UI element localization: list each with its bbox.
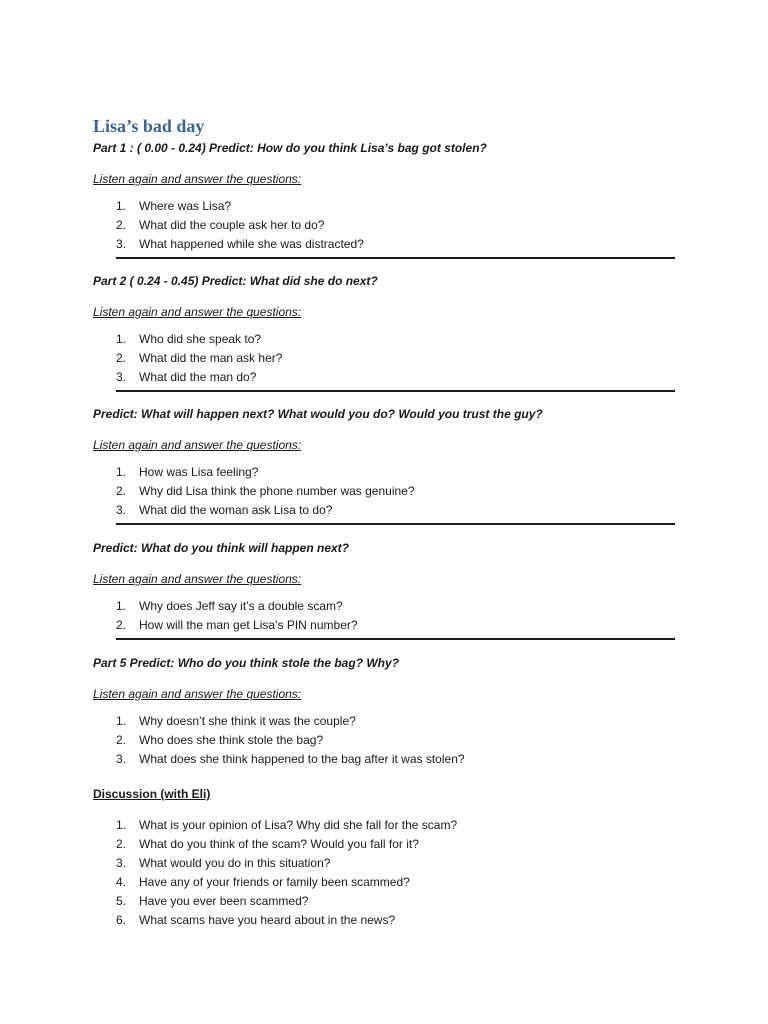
question-text: What would you do in this situation? (139, 856, 331, 870)
question-text: What is your opinion of Lisa? Why did she fall for the scam? (139, 818, 458, 832)
question-number: 2. (116, 733, 127, 747)
question-number: 3. (116, 856, 127, 870)
section-heading: Part 2 ( 0.24 - 0.45) Predict: What did she do next? (93, 274, 378, 288)
question-list (93, 332, 676, 389)
section-divider (116, 523, 675, 525)
question-number: 1. (116, 465, 127, 479)
question-item (93, 370, 676, 389)
question-item (93, 837, 676, 856)
question-number: 2. (116, 484, 127, 498)
section-divider (116, 390, 675, 392)
question-number: 2. (116, 218, 127, 232)
question-item (93, 599, 676, 618)
section-instruction: Listen again and answer the questions: (93, 687, 302, 701)
question-text: Have you ever been scammed? (139, 894, 309, 908)
section-heading: Part 1 : ( 0.00 - 0.24) Predict: How do you think Lisa’s bag got stolen? (93, 141, 487, 155)
section-part-1 (93, 140, 676, 256)
question-text: What happened while she was distracted? (139, 237, 364, 251)
question-number: 4. (116, 875, 127, 889)
section-heading: Part 5 Predict: Who do you think stole the bag? Why? (93, 656, 400, 670)
section-part-4 (93, 540, 676, 637)
question-number: 1. (116, 332, 127, 346)
question-text: Why does Jeff say it’s a double scam? (139, 599, 343, 613)
section-discussion (93, 786, 676, 932)
discussion-question-list (93, 818, 676, 932)
question-number: 6. (116, 913, 127, 927)
question-item (93, 856, 676, 875)
section-part-2 (93, 273, 676, 389)
question-text: What scams have you heard about in the news? (139, 913, 396, 927)
question-item (93, 237, 676, 256)
question-text: Why did Lisa think the phone number was genuine? (139, 484, 415, 498)
question-text: What did the man do? (139, 370, 257, 384)
question-item (93, 894, 676, 913)
question-item (93, 714, 676, 733)
section-part-5 (93, 655, 676, 771)
section-instruction: Listen again and answer the questions: (93, 438, 302, 452)
question-number: 1. (116, 199, 127, 213)
question-item (93, 332, 676, 351)
question-text: How will the man get Lisa’s PIN number? (139, 618, 358, 632)
question-text: What do you think of the scam? Would you fall for it? (139, 837, 419, 851)
question-text: Why doesn’t she think it was the couple? (139, 714, 356, 728)
question-number: 1. (116, 714, 127, 728)
section-instruction: Listen again and answer the questions: (93, 172, 302, 186)
section-divider (116, 638, 675, 640)
question-list (93, 714, 676, 771)
question-list (93, 465, 676, 522)
question-text: Where was Lisa? (139, 199, 232, 213)
section-instruction: Listen again and answer the questions: (93, 305, 302, 319)
section-instruction: Listen again and answer the questions: (93, 572, 302, 586)
question-list (93, 599, 676, 637)
question-number: 3. (116, 752, 127, 766)
question-item (93, 733, 676, 752)
question-item (93, 218, 676, 237)
question-text: What does she think happened to the bag after it was stolen? (139, 752, 465, 766)
question-item (93, 465, 676, 484)
question-item (93, 618, 676, 637)
section-heading: Predict: What do you think will happen next? (93, 541, 350, 555)
question-number: 3. (116, 503, 127, 517)
question-text: What did the man ask her? (139, 351, 283, 365)
question-item (93, 484, 676, 503)
question-number: 2. (116, 351, 127, 365)
question-text: What did the woman ask Lisa to do? (139, 503, 333, 517)
question-item (93, 818, 676, 837)
section-part-3 (93, 406, 676, 522)
question-number: 3. (116, 370, 127, 384)
question-number: 1. (116, 818, 127, 832)
question-item (93, 913, 676, 932)
question-number: 2. (116, 837, 127, 851)
question-item (93, 875, 676, 894)
question-text: Who does she think stole the bag? (139, 733, 324, 747)
section-divider (116, 257, 675, 259)
discussion-heading: Discussion (with Eli) (93, 787, 211, 801)
question-number: 3. (116, 237, 127, 251)
question-text: How was Lisa feeling? (139, 465, 259, 479)
question-number: 1. (116, 599, 127, 613)
question-item (93, 351, 676, 370)
question-number: 2. (116, 618, 127, 632)
question-item (93, 199, 676, 218)
question-item (93, 752, 676, 771)
question-list (93, 199, 676, 256)
section-heading: Predict: What will happen next? What would you do? Would you trust the guy? (93, 407, 543, 421)
question-item (93, 503, 676, 522)
question-text: Who did she speak to? (139, 332, 262, 346)
question-text: Have any of your friends or family been scammed? (139, 875, 410, 889)
page-title: Lisa’s bad day (93, 116, 205, 136)
question-text: What did the couple ask her to do? (139, 218, 325, 232)
question-number: 5. (116, 894, 127, 908)
